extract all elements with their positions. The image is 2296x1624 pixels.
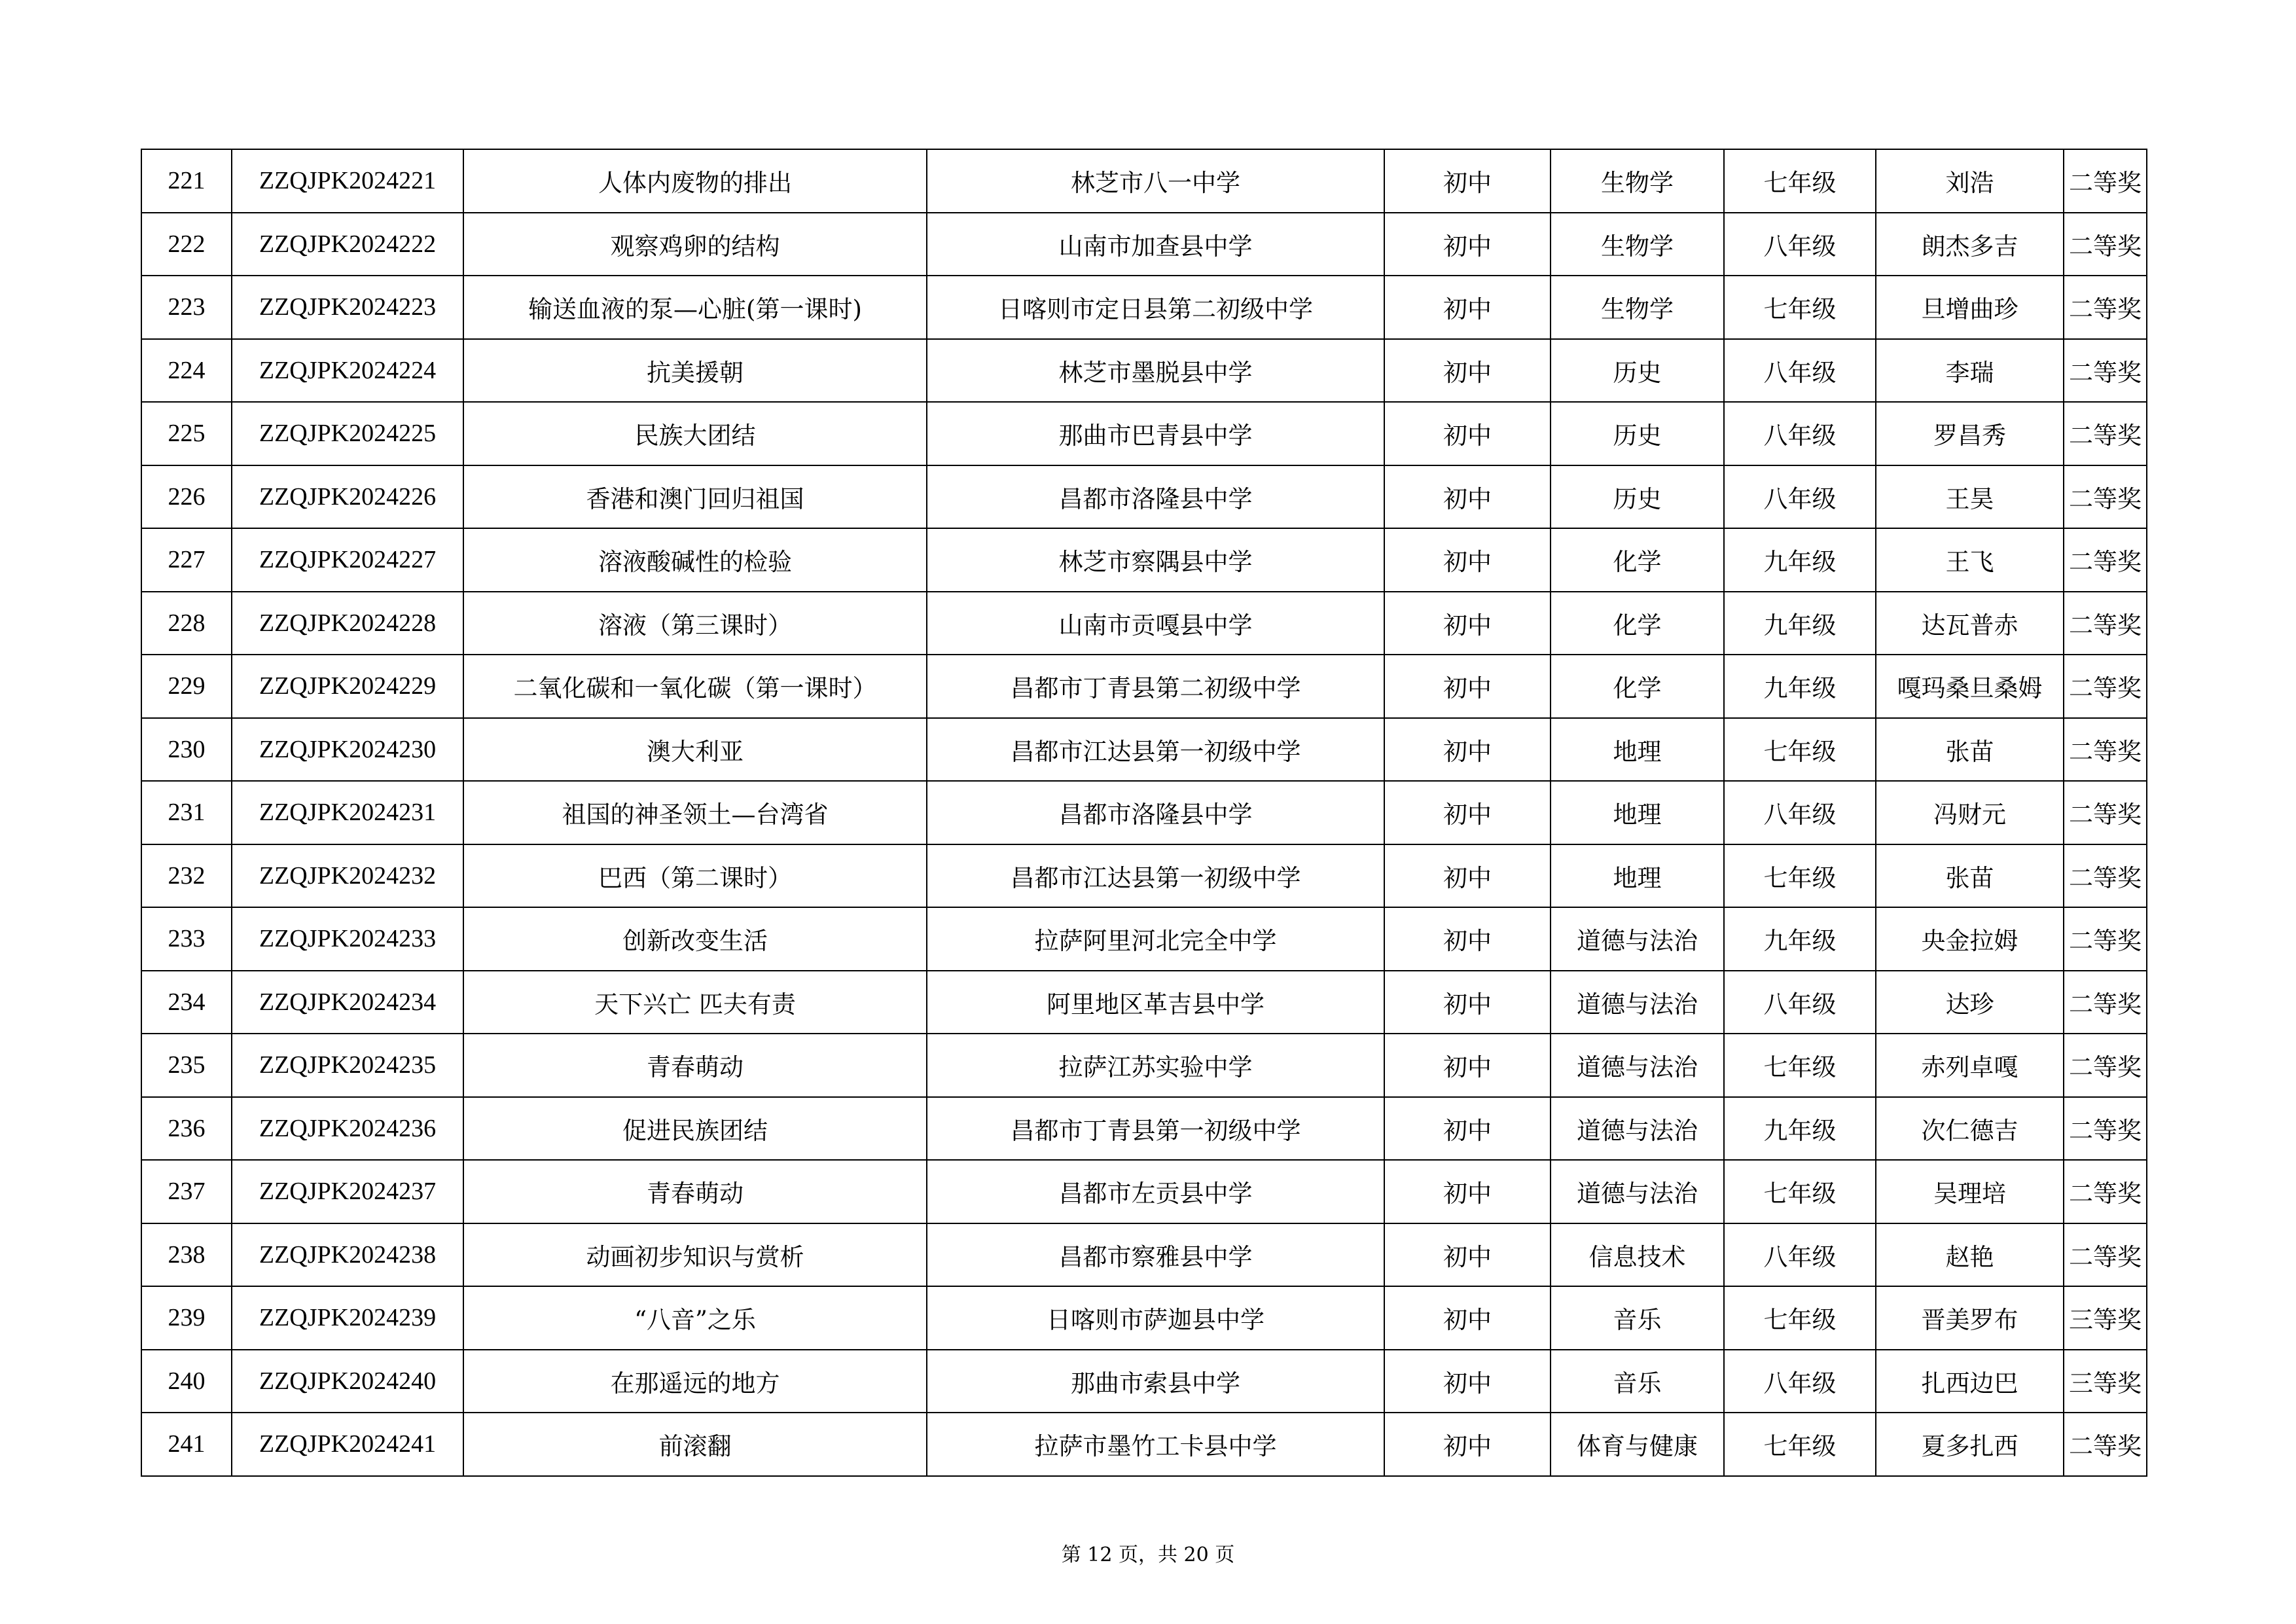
subject-cell: 道德与法治 xyxy=(1551,907,1724,971)
teacher-cell: 王昊 xyxy=(1876,465,2064,529)
lesson-title-cell: 创新改变生活 xyxy=(463,907,927,971)
table-body xyxy=(141,149,2147,1476)
teacher-cell: 罗昌秀 xyxy=(1876,402,2064,465)
school-cell: 那曲市索县中学 xyxy=(927,1350,1384,1413)
subject-cell: 道德与法治 xyxy=(1551,1160,1724,1223)
grade-cell: 七年级 xyxy=(1724,1034,1876,1097)
award-cell: 二等奖 xyxy=(2064,1097,2147,1161)
award-cell: 二等奖 xyxy=(2064,402,2147,465)
subject-cell: 地理 xyxy=(1551,718,1724,782)
entry-code-cell: ZZQJPK2024241 xyxy=(232,1413,463,1476)
lesson-title-cell: 前滚翻 xyxy=(463,1413,927,1476)
grade-cell: 七年级 xyxy=(1724,1160,1876,1223)
school-cell: 林芝市察隅县中学 xyxy=(927,528,1384,592)
subject-cell: 音乐 xyxy=(1551,1286,1724,1350)
grade-cell: 七年级 xyxy=(1724,718,1876,782)
row-number-cell: 226 xyxy=(141,465,232,529)
table-row xyxy=(141,465,2147,529)
school-stage-cell: 初中 xyxy=(1384,781,1551,844)
subject-cell: 化学 xyxy=(1551,592,1724,655)
grade-cell: 八年级 xyxy=(1724,781,1876,844)
school-stage-cell: 初中 xyxy=(1384,1413,1551,1476)
school-stage-cell: 初中 xyxy=(1384,276,1551,339)
grade-cell: 九年级 xyxy=(1724,528,1876,592)
subject-cell: 地理 xyxy=(1551,781,1724,844)
subject-cell: 生物学 xyxy=(1551,213,1724,276)
lesson-title-cell: 祖国的神圣领土—台湾省 xyxy=(463,781,927,844)
row-number-cell: 240 xyxy=(141,1350,232,1413)
lesson-title-cell: 香港和澳门回归祖国 xyxy=(463,465,927,529)
table-row xyxy=(141,402,2147,465)
award-cell: 二等奖 xyxy=(2064,339,2147,403)
school-cell: 昌都市洛隆县中学 xyxy=(927,781,1384,844)
school-cell: 林芝市八一中学 xyxy=(927,149,1384,213)
lesson-title-cell: 人体内废物的排出 xyxy=(463,149,927,213)
school-stage-cell: 初中 xyxy=(1384,1350,1551,1413)
subject-cell: 体育与健康 xyxy=(1551,1413,1724,1476)
row-number-cell: 241 xyxy=(141,1413,232,1476)
entry-code-cell: ZZQJPK2024229 xyxy=(232,655,463,718)
table-row xyxy=(141,276,2147,339)
teacher-cell: 张苗 xyxy=(1876,718,2064,782)
school-cell: 拉萨阿里河北完全中学 xyxy=(927,907,1384,971)
subject-cell: 地理 xyxy=(1551,844,1724,908)
table-row xyxy=(141,844,2147,908)
teacher-cell: 王飞 xyxy=(1876,528,2064,592)
table-row xyxy=(141,781,2147,844)
subject-cell: 化学 xyxy=(1551,528,1724,592)
grade-cell: 八年级 xyxy=(1724,339,1876,403)
school-stage-cell: 初中 xyxy=(1384,339,1551,403)
row-number-cell: 231 xyxy=(141,781,232,844)
subject-cell: 音乐 xyxy=(1551,1350,1724,1413)
row-number-cell: 239 xyxy=(141,1286,232,1350)
school-cell: 日喀则市定日县第二初级中学 xyxy=(927,276,1384,339)
award-cell: 三等奖 xyxy=(2064,1350,2147,1413)
subject-cell: 历史 xyxy=(1551,402,1724,465)
lesson-title-cell: 抗美援朝 xyxy=(463,339,927,403)
award-cell: 二等奖 xyxy=(2064,592,2147,655)
school-stage-cell: 初中 xyxy=(1384,402,1551,465)
subject-cell: 道德与法治 xyxy=(1551,1097,1724,1161)
subject-cell: 信息技术 xyxy=(1551,1223,1724,1287)
school-cell: 昌都市丁青县第一初级中学 xyxy=(927,1097,1384,1161)
school-cell: 昌都市左贡县中学 xyxy=(927,1160,1384,1223)
entry-code-cell: ZZQJPK2024232 xyxy=(232,844,463,908)
row-number-cell: 236 xyxy=(141,1097,232,1161)
table-row xyxy=(141,1223,2147,1287)
award-cell: 二等奖 xyxy=(2064,465,2147,529)
school-stage-cell: 初中 xyxy=(1384,1160,1551,1223)
teacher-cell: 嘎玛桑旦桑姆 xyxy=(1876,655,2064,718)
teacher-cell: 达瓦普赤 xyxy=(1876,592,2064,655)
lesson-title-cell: 溶液酸碱性的检验 xyxy=(463,528,927,592)
table-row xyxy=(141,907,2147,971)
school-stage-cell: 初中 xyxy=(1384,1286,1551,1350)
school-stage-cell: 初中 xyxy=(1384,907,1551,971)
award-list-table xyxy=(141,149,2147,1477)
teacher-cell: 冯财元 xyxy=(1876,781,2064,844)
lesson-title-cell: 观察鸡卵的结构 xyxy=(463,213,927,276)
row-number-cell: 237 xyxy=(141,1160,232,1223)
entry-code-cell: ZZQJPK2024236 xyxy=(232,1097,463,1161)
grade-cell: 八年级 xyxy=(1724,213,1876,276)
row-number-cell: 235 xyxy=(141,1034,232,1097)
entry-code-cell: ZZQJPK2024231 xyxy=(232,781,463,844)
table-row xyxy=(141,718,2147,782)
table-row xyxy=(141,1034,2147,1097)
school-cell: 山南市贡嘎县中学 xyxy=(927,592,1384,655)
lesson-title-cell: 澳大利亚 xyxy=(463,718,927,782)
entry-code-cell: ZZQJPK2024230 xyxy=(232,718,463,782)
row-number-cell: 230 xyxy=(141,718,232,782)
entry-code-cell: ZZQJPK2024239 xyxy=(232,1286,463,1350)
grade-cell: 七年级 xyxy=(1724,149,1876,213)
award-cell: 二等奖 xyxy=(2064,1160,2147,1223)
subject-cell: 生物学 xyxy=(1551,276,1724,339)
table-row xyxy=(141,149,2147,213)
school-stage-cell: 初中 xyxy=(1384,213,1551,276)
award-cell: 二等奖 xyxy=(2064,655,2147,718)
table-row xyxy=(141,1286,2147,1350)
grade-cell: 七年级 xyxy=(1724,844,1876,908)
school-cell: 拉萨江苏实验中学 xyxy=(927,1034,1384,1097)
award-cell: 二等奖 xyxy=(2064,1413,2147,1476)
subject-cell: 生物学 xyxy=(1551,149,1724,213)
award-cell: 二等奖 xyxy=(2064,528,2147,592)
entry-code-cell: ZZQJPK2024233 xyxy=(232,907,463,971)
lesson-title-cell: 在那遥远的地方 xyxy=(463,1350,927,1413)
table-row xyxy=(141,1097,2147,1161)
table-row xyxy=(141,1350,2147,1413)
row-number-cell: 225 xyxy=(141,402,232,465)
school-cell: 阿里地区革吉县中学 xyxy=(927,971,1384,1034)
lesson-title-cell: 二氧化碳和一氧化碳（第一课时） xyxy=(463,655,927,718)
entry-code-cell: ZZQJPK2024224 xyxy=(232,339,463,403)
award-cell: 三等奖 xyxy=(2064,1286,2147,1350)
school-stage-cell: 初中 xyxy=(1384,1223,1551,1287)
award-cell: 二等奖 xyxy=(2064,971,2147,1034)
lesson-title-cell: 溶液（第三课时） xyxy=(463,592,927,655)
row-number-cell: 221 xyxy=(141,149,232,213)
teacher-cell: 达珍 xyxy=(1876,971,2064,1034)
entry-code-cell: ZZQJPK2024240 xyxy=(232,1350,463,1413)
teacher-cell: 吴理培 xyxy=(1876,1160,2064,1223)
entry-code-cell: ZZQJPK2024234 xyxy=(232,971,463,1034)
grade-cell: 九年级 xyxy=(1724,1097,1876,1161)
school-cell: 昌都市洛隆县中学 xyxy=(927,465,1384,529)
table-row xyxy=(141,592,2147,655)
school-cell: 日喀则市萨迦县中学 xyxy=(927,1286,1384,1350)
school-cell: 昌都市察雅县中学 xyxy=(927,1223,1384,1287)
page-footer: 第 12 页，共 20 页 xyxy=(1061,1543,1235,1566)
school-stage-cell: 初中 xyxy=(1384,1097,1551,1161)
grade-cell: 八年级 xyxy=(1724,465,1876,529)
grade-cell: 九年级 xyxy=(1724,655,1876,718)
row-number-cell: 227 xyxy=(141,528,232,592)
row-number-cell: 234 xyxy=(141,971,232,1034)
award-cell: 二等奖 xyxy=(2064,844,2147,908)
teacher-cell: 赤列卓嘎 xyxy=(1876,1034,2064,1097)
award-cell: 二等奖 xyxy=(2064,718,2147,782)
table-row xyxy=(141,1413,2147,1476)
award-cell: 二等奖 xyxy=(2064,149,2147,213)
row-number-cell: 229 xyxy=(141,655,232,718)
entry-code-cell: ZZQJPK2024235 xyxy=(232,1034,463,1097)
row-number-cell: 228 xyxy=(141,592,232,655)
table-row xyxy=(141,971,2147,1034)
grade-cell: 八年级 xyxy=(1724,971,1876,1034)
school-stage-cell: 初中 xyxy=(1384,149,1551,213)
entry-code-cell: ZZQJPK2024226 xyxy=(232,465,463,529)
teacher-cell: 扎西边巴 xyxy=(1876,1350,2064,1413)
entry-code-cell: ZZQJPK2024223 xyxy=(232,276,463,339)
teacher-cell: 刘浩 xyxy=(1876,149,2064,213)
subject-cell: 历史 xyxy=(1551,339,1724,403)
row-number-cell: 223 xyxy=(141,276,232,339)
entry-code-cell: ZZQJPK2024221 xyxy=(232,149,463,213)
award-cell: 二等奖 xyxy=(2064,1223,2147,1287)
grade-cell: 九年级 xyxy=(1724,592,1876,655)
table-row xyxy=(141,655,2147,718)
lesson-title-cell: 青春萌动 xyxy=(463,1160,927,1223)
subject-cell: 历史 xyxy=(1551,465,1724,529)
subject-cell: 化学 xyxy=(1551,655,1724,718)
school-stage-cell: 初中 xyxy=(1384,465,1551,529)
teacher-cell: 夏多扎西 xyxy=(1876,1413,2064,1476)
lesson-title-cell: 青春萌动 xyxy=(463,1034,927,1097)
teacher-cell: 赵艳 xyxy=(1876,1223,2064,1287)
entry-code-cell: ZZQJPK2024237 xyxy=(232,1160,463,1223)
grade-cell: 七年级 xyxy=(1724,276,1876,339)
school-stage-cell: 初中 xyxy=(1384,655,1551,718)
entry-code-cell: ZZQJPK2024227 xyxy=(232,528,463,592)
row-number-cell: 224 xyxy=(141,339,232,403)
lesson-title-cell: 天下兴亡 匹夫有责 xyxy=(463,971,927,1034)
teacher-cell: 朗杰多吉 xyxy=(1876,213,2064,276)
teacher-cell: 央金拉姆 xyxy=(1876,907,2064,971)
grade-cell: 八年级 xyxy=(1724,402,1876,465)
school-cell: 林芝市墨脱县中学 xyxy=(927,339,1384,403)
teacher-cell: 旦增曲珍 xyxy=(1876,276,2064,339)
award-cell: 二等奖 xyxy=(2064,781,2147,844)
lesson-title-cell: 动画初步知识与赏析 xyxy=(463,1223,927,1287)
table-row xyxy=(141,528,2147,592)
teacher-cell: 次仁德吉 xyxy=(1876,1097,2064,1161)
table-row xyxy=(141,1160,2147,1223)
row-number-cell: 238 xyxy=(141,1223,232,1287)
row-number-cell: 233 xyxy=(141,907,232,971)
school-stage-cell: 初中 xyxy=(1384,592,1551,655)
lesson-title-cell: 输送血液的泵—心脏(第一课时) xyxy=(463,276,927,339)
school-stage-cell: 初中 xyxy=(1384,844,1551,908)
lesson-title-cell: “八音”之乐 xyxy=(463,1286,927,1350)
school-stage-cell: 初中 xyxy=(1384,1034,1551,1097)
award-cell: 二等奖 xyxy=(2064,213,2147,276)
lesson-title-cell: 民族大团结 xyxy=(463,402,927,465)
table-row xyxy=(141,339,2147,403)
subject-cell: 道德与法治 xyxy=(1551,971,1724,1034)
school-stage-cell: 初中 xyxy=(1384,971,1551,1034)
grade-cell: 八年级 xyxy=(1724,1223,1876,1287)
grade-cell: 八年级 xyxy=(1724,1350,1876,1413)
school-cell: 昌都市江达县第一初级中学 xyxy=(927,718,1384,782)
grade-cell: 七年级 xyxy=(1724,1286,1876,1350)
award-cell: 二等奖 xyxy=(2064,1034,2147,1097)
grade-cell: 九年级 xyxy=(1724,907,1876,971)
lesson-title-cell: 巴西（第二课时） xyxy=(463,844,927,908)
teacher-cell: 李瑞 xyxy=(1876,339,2064,403)
row-number-cell: 232 xyxy=(141,844,232,908)
table-row xyxy=(141,213,2147,276)
subject-cell: 道德与法治 xyxy=(1551,1034,1724,1097)
teacher-cell: 张苗 xyxy=(1876,844,2064,908)
school-cell: 那曲市巴青县中学 xyxy=(927,402,1384,465)
entry-code-cell: ZZQJPK2024238 xyxy=(232,1223,463,1287)
award-cell: 二等奖 xyxy=(2064,276,2147,339)
school-cell: 昌都市江达县第一初级中学 xyxy=(927,844,1384,908)
lesson-title-cell: 促进民族团结 xyxy=(463,1097,927,1161)
teacher-cell: 晋美罗布 xyxy=(1876,1286,2064,1350)
school-cell: 山南市加查县中学 xyxy=(927,213,1384,276)
grade-cell: 七年级 xyxy=(1724,1413,1876,1476)
award-cell: 二等奖 xyxy=(2064,907,2147,971)
school-stage-cell: 初中 xyxy=(1384,718,1551,782)
entry-code-cell: ZZQJPK2024225 xyxy=(232,402,463,465)
school-cell: 拉萨市墨竹工卡县中学 xyxy=(927,1413,1384,1476)
school-cell: 昌都市丁青县第二初级中学 xyxy=(927,655,1384,718)
row-number-cell: 222 xyxy=(141,213,232,276)
school-stage-cell: 初中 xyxy=(1384,528,1551,592)
entry-code-cell: ZZQJPK2024228 xyxy=(232,592,463,655)
entry-code-cell: ZZQJPK2024222 xyxy=(232,213,463,276)
